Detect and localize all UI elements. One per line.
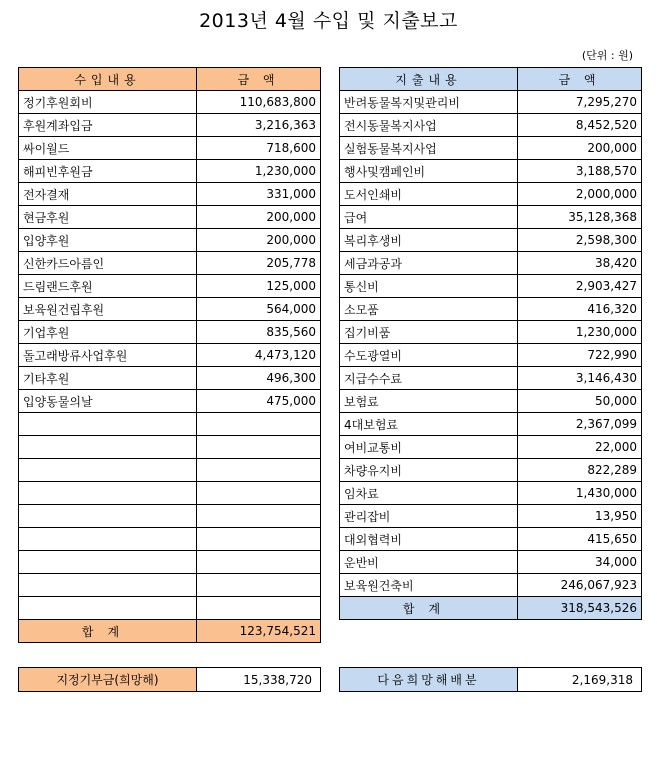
- income-total-row: [19, 620, 321, 643]
- expense-item-label: 여비교통비: [340, 436, 518, 459]
- expense-item-amount: 35,128,368: [518, 206, 642, 229]
- table-row: [19, 505, 321, 528]
- table-row: [19, 91, 321, 114]
- income-item-amount: 3,216,363: [197, 114, 321, 137]
- table-row: [19, 229, 321, 252]
- table-row: [340, 459, 642, 482]
- next-fund-amount: 2,169,318: [518, 668, 642, 692]
- expense-item-label: 복리후생비: [340, 229, 518, 252]
- expense-item-amount: 38,420: [518, 252, 642, 275]
- expense-item-label: 급여: [340, 206, 518, 229]
- table-row: [19, 183, 321, 206]
- expense-item-amount: 2,000,000: [518, 183, 642, 206]
- income-item-amount: 564,000: [197, 298, 321, 321]
- income-item-amount: [197, 505, 321, 528]
- expense-item-amount: 22,000: [518, 436, 642, 459]
- income-item-label: 기타후원: [19, 367, 197, 390]
- expense-item-amount: 2,903,427: [518, 275, 642, 298]
- income-item-label: 후원계좌입금: [19, 114, 197, 137]
- income-item-amount: 200,000: [197, 206, 321, 229]
- table-row: [19, 114, 321, 137]
- table-row: [19, 367, 321, 390]
- income-header-item: 수입내용: [19, 68, 197, 91]
- income-item-amount: 200,000: [197, 229, 321, 252]
- expense-total-label: 합계: [340, 597, 518, 620]
- expense-total-row: [340, 597, 642, 620]
- expense-item-label: 관리잡비: [340, 505, 518, 528]
- expense-item-amount: 200,000: [518, 137, 642, 160]
- income-item-amount: 125,000: [197, 275, 321, 298]
- table-row: [19, 459, 321, 482]
- table-row: [19, 275, 321, 298]
- income-item-label: [19, 505, 197, 528]
- designated-fund-amount: 15,338,720: [197, 668, 321, 692]
- table-row: [340, 252, 642, 275]
- table-row: [340, 206, 642, 229]
- table-row: [19, 321, 321, 344]
- income-item-amount: [197, 574, 321, 597]
- table-row: [19, 298, 321, 321]
- table-row: [340, 413, 642, 436]
- expense-item-label: 대외협력비: [340, 528, 518, 551]
- table-row: [19, 574, 321, 597]
- income-item-amount: [197, 482, 321, 505]
- income-item-amount: [197, 436, 321, 459]
- income-header-row: [19, 68, 321, 91]
- income-item-label: 돌고래방류사업후원: [19, 344, 197, 367]
- expense-item-amount: 416,320: [518, 298, 642, 321]
- designated-fund-label: 지정기부금(희망해): [19, 668, 197, 692]
- income-item-amount: [197, 459, 321, 482]
- table-row: [340, 551, 642, 574]
- next-fund-box: [339, 667, 642, 692]
- table-row: [340, 160, 642, 183]
- table-row: [19, 436, 321, 459]
- income-item-label: 입양동물의날: [19, 390, 197, 413]
- income-item-label: [19, 413, 197, 436]
- next-fund-label: 다음희망해배분: [340, 668, 518, 692]
- expense-item-label: 전시동물복지사업: [340, 114, 518, 137]
- income-item-label: [19, 482, 197, 505]
- income-total-amount: 123,754,521: [197, 620, 321, 643]
- income-item-label: 정기후원회비: [19, 91, 197, 114]
- table-row: [340, 275, 642, 298]
- table-row: [340, 91, 642, 114]
- income-item-amount: [197, 413, 321, 436]
- expense-table: [339, 67, 642, 620]
- table-row: [19, 160, 321, 183]
- expense-item-label: 집기비품: [340, 321, 518, 344]
- income-item-label: 입양후원: [19, 229, 197, 252]
- expense-item-label: 행사및캠페인비: [340, 160, 518, 183]
- expense-item-amount: 1,230,000: [518, 321, 642, 344]
- table-row: [340, 390, 642, 413]
- table-row: [340, 528, 642, 551]
- expense-item-amount: 3,146,430: [518, 367, 642, 390]
- income-item-amount: 496,300: [197, 367, 321, 390]
- income-item-amount: 835,560: [197, 321, 321, 344]
- income-header-amount: 금 액: [197, 68, 321, 91]
- expense-item-label: 소모품: [340, 298, 518, 321]
- table-row: [340, 505, 642, 528]
- income-item-amount: 1,230,000: [197, 160, 321, 183]
- income-item-amount: [197, 528, 321, 551]
- expense-item-label: 보험료: [340, 390, 518, 413]
- income-item-label: 해피빈후원금: [19, 160, 197, 183]
- income-item-label: 신한카드아름인: [19, 252, 197, 275]
- expense-item-amount: 3,188,570: [518, 160, 642, 183]
- income-item-label: [19, 574, 197, 597]
- expense-item-amount: 246,067,923: [518, 574, 642, 597]
- income-item-label: [19, 551, 197, 574]
- expense-item-label: 반려동물복지및관리비: [340, 91, 518, 114]
- income-item-amount: 110,683,800: [197, 91, 321, 114]
- expense-item-label: 통신비: [340, 275, 518, 298]
- table-row: [19, 597, 321, 620]
- expense-item-label: 4대보험료: [340, 413, 518, 436]
- expense-item-label: 수도광열비: [340, 344, 518, 367]
- expense-item-amount: 822,289: [518, 459, 642, 482]
- expense-item-label: 운반비: [340, 551, 518, 574]
- expense-header-item: 지출내용: [340, 68, 518, 91]
- income-item-amount: 331,000: [197, 183, 321, 206]
- expense-item-label: 도서인쇄비: [340, 183, 518, 206]
- expense-item-label: 보육원건축비: [340, 574, 518, 597]
- table-row: [19, 252, 321, 275]
- table-row: [340, 183, 642, 206]
- income-item-label: [19, 528, 197, 551]
- table-row: [340, 114, 642, 137]
- expense-item-label: 지급수수료: [340, 367, 518, 390]
- expense-item-amount: 34,000: [518, 551, 642, 574]
- table-row: [340, 298, 642, 321]
- income-item-label: 기업후원: [19, 321, 197, 344]
- table-row: [340, 137, 642, 160]
- income-item-label: [19, 436, 197, 459]
- table-row: [340, 367, 642, 390]
- expense-item-amount: 415,650: [518, 528, 642, 551]
- income-item-amount: 205,778: [197, 252, 321, 275]
- income-item-amount: 4,473,120: [197, 344, 321, 367]
- expense-item-label: 실험동물복지사업: [340, 137, 518, 160]
- income-table: [18, 67, 321, 643]
- table-row: [340, 229, 642, 252]
- income-item-amount: 475,000: [197, 390, 321, 413]
- table-row: [340, 321, 642, 344]
- income-item-label: [19, 597, 197, 620]
- expense-item-amount: 722,990: [518, 344, 642, 367]
- expense-item-amount: 2,367,099: [518, 413, 642, 436]
- expense-item-label: 임차료: [340, 482, 518, 505]
- table-row: [19, 344, 321, 367]
- designated-fund-box: [18, 667, 321, 692]
- expense-item-amount: 13,950: [518, 505, 642, 528]
- expense-total-amount: 318,543,526: [518, 597, 642, 620]
- table-row: [19, 137, 321, 160]
- report-title: 2013년 4월 수입 및 지출보고: [199, 10, 458, 32]
- income-item-amount: [197, 597, 321, 620]
- table-row: [340, 344, 642, 367]
- table-row: [19, 551, 321, 574]
- expense-item-label: 세금과공과: [340, 252, 518, 275]
- expense-item-amount: 50,000: [518, 390, 642, 413]
- table-row: [19, 390, 321, 413]
- table-row: [340, 482, 642, 505]
- table-row: [340, 574, 642, 597]
- expense-item-label: 차량유지비: [340, 459, 518, 482]
- income-item-label: 드림랜드후원: [19, 275, 197, 298]
- expense-item-amount: 8,452,520: [518, 114, 642, 137]
- table-row: [19, 206, 321, 229]
- unit-note: (단위 : 원): [581, 49, 633, 62]
- expense-header-amount: 금 액: [518, 68, 642, 91]
- income-item-amount: 718,600: [197, 137, 321, 160]
- expense-item-amount: 2,598,300: [518, 229, 642, 252]
- income-item-amount: [197, 551, 321, 574]
- expense-header-row: [340, 68, 642, 91]
- income-item-label: [19, 459, 197, 482]
- income-item-label: 전자결재: [19, 183, 197, 206]
- table-row: [340, 436, 642, 459]
- expense-item-amount: 1,430,000: [518, 482, 642, 505]
- income-item-label: 싸이월드: [19, 137, 197, 160]
- table-row: [19, 413, 321, 436]
- table-row: [19, 482, 321, 505]
- table-row: [19, 528, 321, 551]
- income-total-label: 합계: [19, 620, 197, 643]
- income-item-label: 보육원건립후원: [19, 298, 197, 321]
- expense-item-amount: 7,295,270: [518, 91, 642, 114]
- income-item-label: 현금후원: [19, 206, 197, 229]
